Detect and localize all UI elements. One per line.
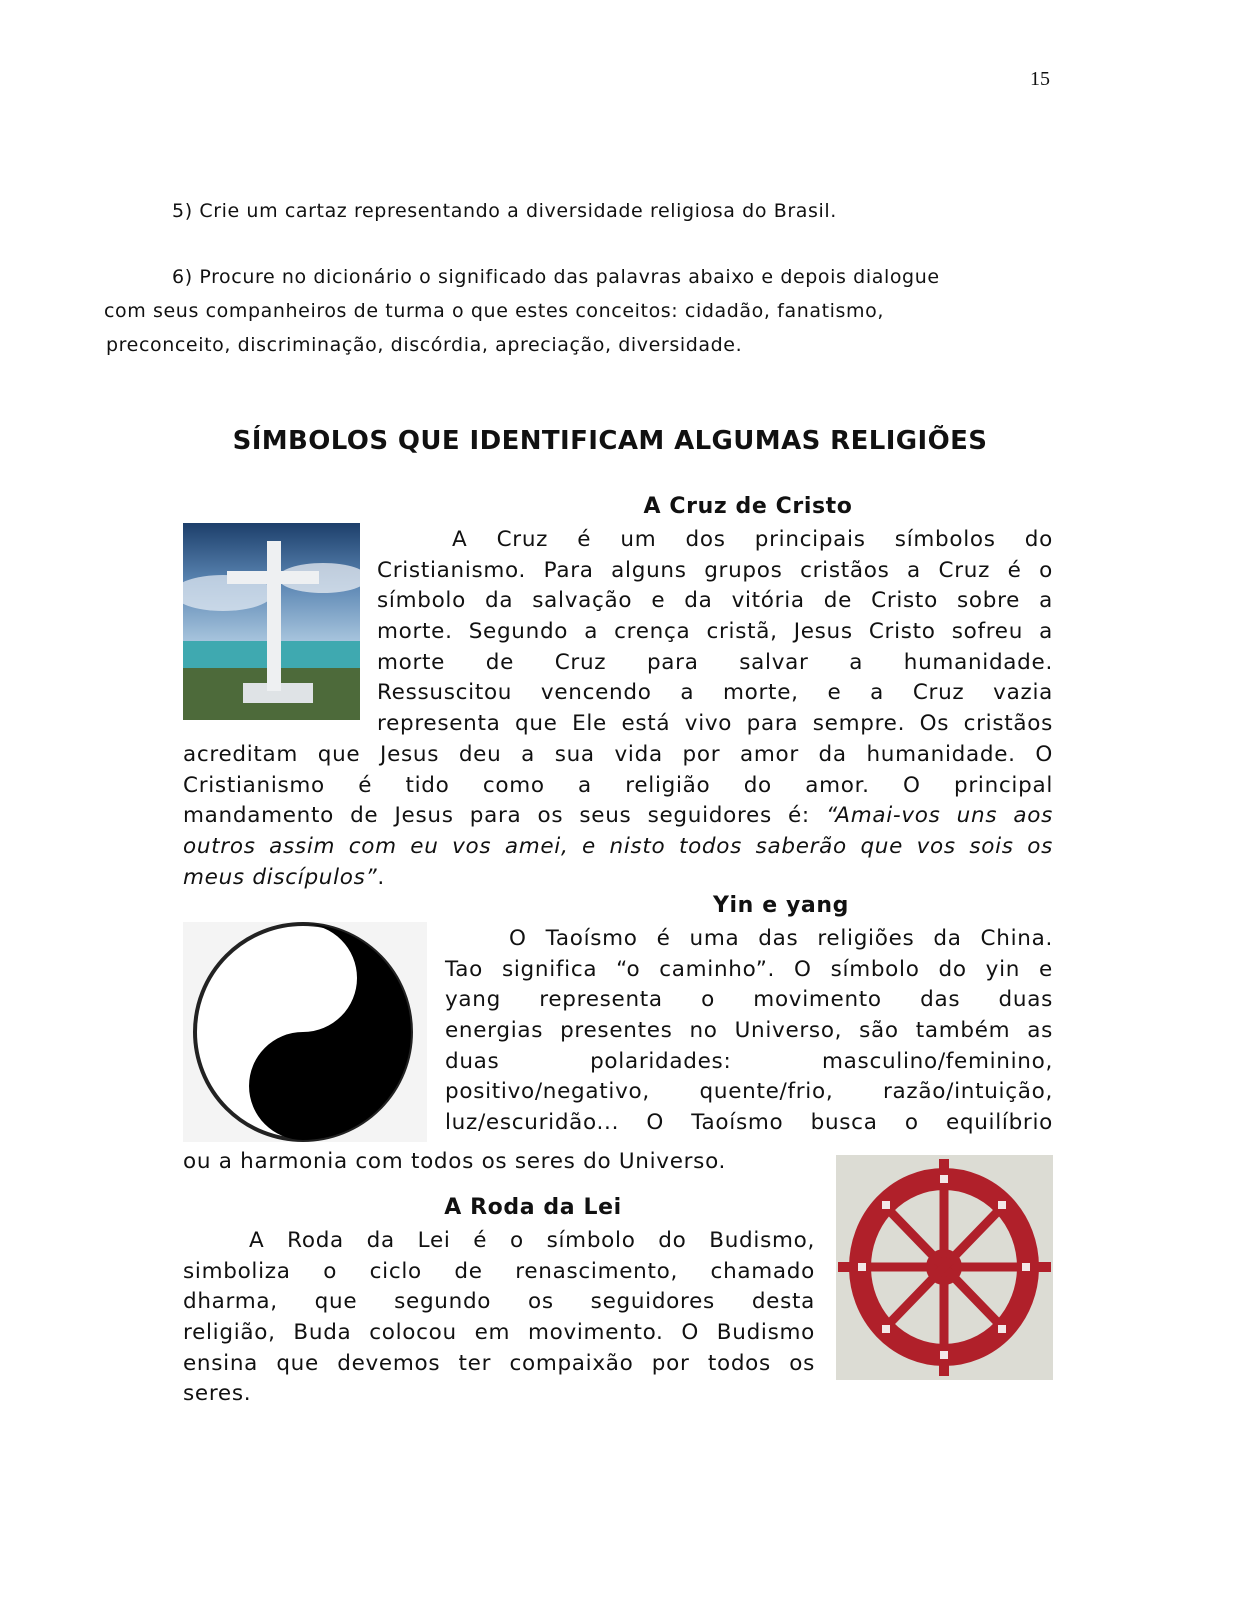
page-number: 15: [1030, 68, 1050, 90]
cruz-text: [183, 525, 1053, 893]
line-text: representa que Ele está vivo para sempre. Os cristãos: [377, 711, 1053, 737]
line-text: Cristianismo. Para alguns grupos cristãos a Cruz é o: [377, 557, 1053, 583]
line-italic-text: meus discípulos”: [183, 864, 378, 890]
roda-text-line: [183, 1318, 815, 1349]
roda-text-line: [183, 1379, 815, 1410]
line-text: simboliza o ciclo de renascimento, chamado: [183, 1258, 815, 1284]
line-text: Ressuscitou vencendo a morte, e a Cruz vazia: [377, 680, 1053, 706]
line-text: A Cruz é um dos principais símbolos do: [452, 527, 1053, 552]
roda-text-line: [183, 1226, 815, 1257]
line-italic-text: “Amai-vos uns aos: [826, 803, 1053, 829]
cruz-text-line: [183, 648, 1053, 679]
yinyang-text-line: [183, 955, 1053, 986]
line-text: O Taoísmo é uma das religiões da China.: [509, 926, 1053, 951]
cruz-text-line: [183, 617, 1053, 648]
cruz-heading: A Cruz de Cristo: [643, 494, 853, 519]
roda-heading: A Roda da Lei: [444, 1195, 622, 1220]
line-text: yang representa o movimento das duas: [445, 987, 1053, 1013]
line-text: religião, Buda colocou em movimento. O Budismo: [183, 1320, 815, 1346]
cruz-text-line: [183, 525, 1053, 556]
dharma-wheel-image: [836, 1155, 1053, 1380]
yinyang-text: [183, 924, 1053, 1178]
line-text: positivo/negativo, quente/frio, razão/intuição,: [445, 1079, 1053, 1105]
line-text: morte de Cruz para salvar a humanidade.: [377, 649, 1053, 675]
roda-text-line: [183, 1287, 815, 1318]
line-text: dharma, que segundo os seguidores desta: [183, 1289, 815, 1315]
yinyang-text-line: [183, 1077, 1053, 1108]
cruz-text-line: [183, 801, 1053, 832]
cruz-text-line: [183, 678, 1053, 709]
line-text: Cristianismo é tido como a religião do amor. O principal: [183, 772, 1053, 798]
line-text: luz/escuridão... O Taoísmo busca o equilíbrio: [445, 1110, 1053, 1136]
section-title: SÍMBOLOS QUE IDENTIFICAM ALGUMAS RELIGIÕES: [232, 426, 988, 456]
line-text: morte. Segundo a crença cristã, Jesus Cristo sofreu a: [377, 619, 1053, 645]
line-italic-text: outros assim com eu vos amei, e nisto todos saberão que vos sois os: [183, 833, 1053, 859]
question-5: 5) Crie um cartaz representando a diversidade religiosa do Brasil.: [172, 200, 837, 222]
line-text: símbolo da salvação e da vitória de Cristo sobre a: [377, 588, 1053, 614]
cruz-text-line: [183, 556, 1053, 587]
cruz-text-line: [183, 832, 1053, 863]
yinyang-text-line: [183, 1016, 1053, 1047]
line-text: A Roda da Lei é o símbolo do Budismo,: [249, 1228, 815, 1253]
line-text: seres.: [183, 1381, 252, 1407]
yinyang-heading: Yin e yang: [713, 893, 849, 918]
line-text: Tao significa “o caminho”. O símbolo do yin e: [445, 956, 1053, 982]
cruz-text-line: [183, 740, 1053, 771]
roda-text: [183, 1226, 815, 1410]
cruz-text-line: [183, 709, 1053, 740]
line-text: duas polaridades: masculino/feminino,: [445, 1048, 1053, 1074]
line-text: energias presentes no Universo, são também as: [445, 1018, 1053, 1044]
line-text: ou a harmonia com todos os seres do Universo.: [183, 1148, 727, 1174]
line-text: ensina que devemos ter compaixão por todos os: [183, 1350, 815, 1376]
roda-text-line: [183, 1349, 815, 1380]
question-6-line-2: com seus companheiros de turma o que estes conceitos: cidadão, fanatismo,: [104, 300, 884, 322]
line-text: .: [377, 864, 385, 890]
line-text: acreditam que Jesus deu a sua vida por amor da humanidade. O: [183, 741, 1053, 767]
cruz-text-line: [183, 771, 1053, 802]
yinyang-text-line: [183, 1108, 1053, 1139]
cruz-text-line: [183, 586, 1053, 617]
yinyang-text-line: [183, 924, 1053, 955]
roda-text-line: [183, 1257, 815, 1288]
yinyang-text-line: [183, 985, 1053, 1016]
question-6-line-3: preconceito, discriminação, discórdia, apreciação, diversidade.: [106, 334, 743, 356]
yinyang-text-line: [183, 1047, 1053, 1078]
cruz-text-line: [183, 863, 1053, 894]
question-6-line-1: 6) Procure no dicionário o significado das palavras abaixo e depois dialogue: [172, 266, 940, 288]
line-text: mandamento de Jesus para os seus seguidores é:: [183, 803, 827, 829]
